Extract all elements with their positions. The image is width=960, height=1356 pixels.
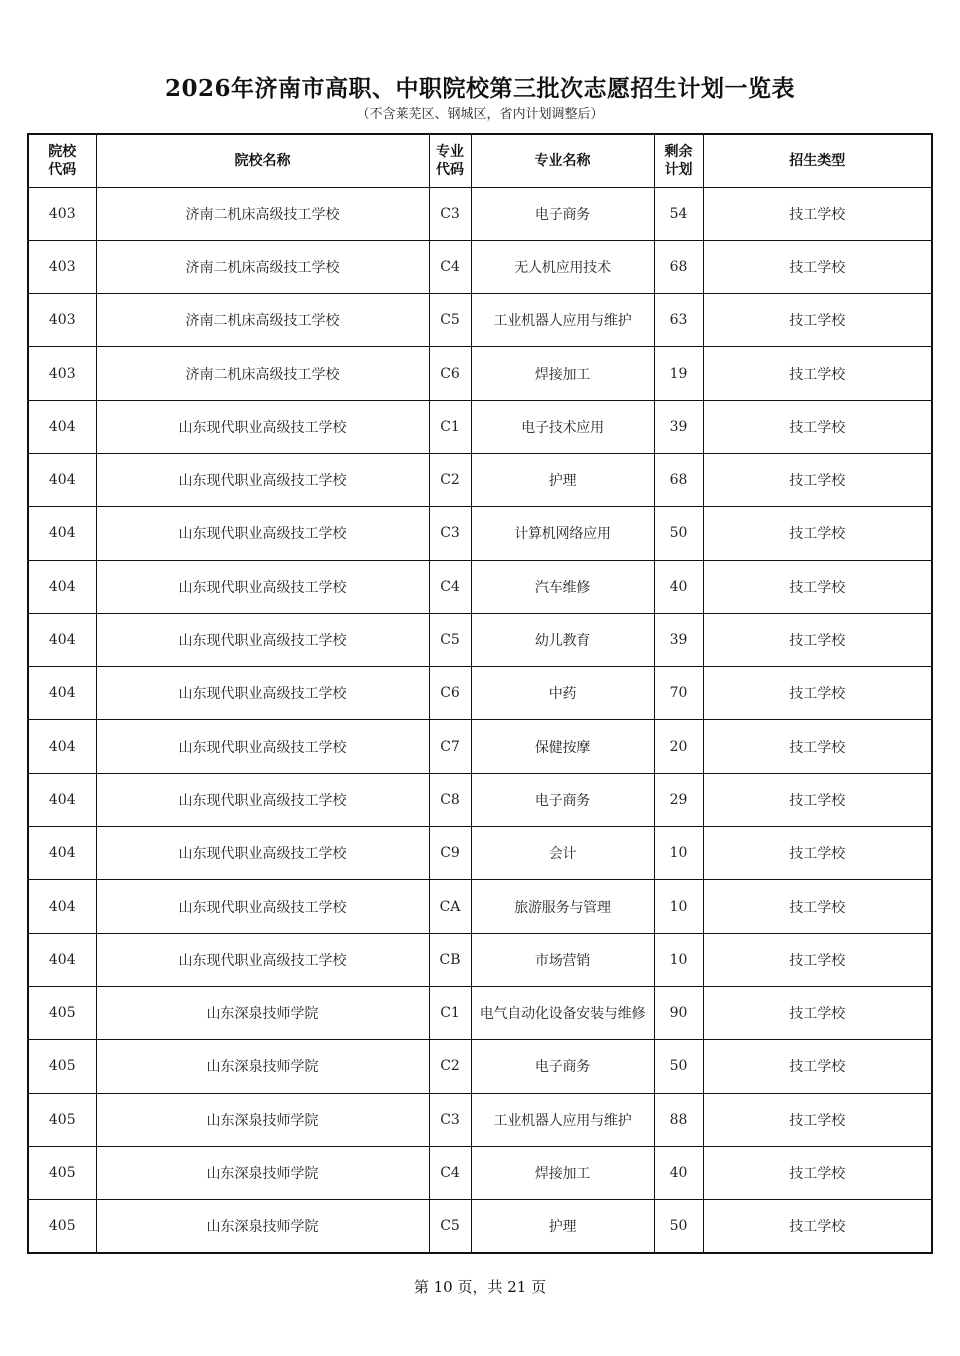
major-name-cell: 汽车维修 (471, 560, 654, 613)
enrollment-type-cell: 技工学校 (703, 933, 932, 986)
enrollment-type-cell: 技工学校 (703, 294, 932, 347)
school-code-cell: 403 (28, 347, 96, 400)
remaining-plan-cell: 39 (654, 613, 703, 666)
major-name-cell: 无人机应用技术 (471, 240, 654, 293)
school-name-cell: 山东现代职业高级技工学校 (96, 560, 429, 613)
enrollment-type-cell: 技工学校 (703, 880, 932, 933)
major-name-cell: 护理 (471, 1200, 654, 1253)
major-code-cell: C4 (429, 240, 471, 293)
enrollment-type-cell: 技工学校 (703, 400, 932, 453)
enrollment-type-cell: 技工学校 (703, 773, 932, 826)
remaining-plan-cell: 68 (654, 240, 703, 293)
enrollment-type-cell: 技工学校 (703, 986, 932, 1039)
table-row (28, 294, 932, 347)
major-name-cell: 计算机网络应用 (471, 507, 654, 560)
major-code-cell: C3 (429, 1093, 471, 1146)
major-name-cell: 工业机器人应用与维护 (471, 294, 654, 347)
enrollment-type-cell: 技工学校 (703, 560, 932, 613)
table-row (28, 560, 932, 613)
major-name-cell: 电气自动化设备安装与维修 (471, 986, 654, 1039)
table-row (28, 720, 932, 773)
remaining-plan-cell: 50 (654, 1200, 703, 1253)
school-name-cell: 山东现代职业高级技工学校 (96, 720, 429, 773)
school-name-cell: 山东现代职业高级技工学校 (96, 507, 429, 560)
table-row (28, 187, 932, 240)
major-code-cell: C2 (429, 1040, 471, 1093)
major-name-cell: 中药 (471, 667, 654, 720)
table-row (28, 827, 932, 880)
enrollment-type-cell: 技工学校 (703, 827, 932, 880)
table-row (28, 1146, 932, 1199)
major-name-cell: 保健按摩 (471, 720, 654, 773)
table-row (28, 240, 932, 293)
table-row (28, 400, 932, 453)
school-name-cell: 山东现代职业高级技工学校 (96, 933, 429, 986)
header-major-code: 专业 代码 (429, 134, 471, 187)
major-code-cell: C2 (429, 453, 471, 506)
major-code-cell: C6 (429, 347, 471, 400)
school-name-cell: 山东深泉技师学院 (96, 1146, 429, 1199)
enrollment-type-cell: 技工学校 (703, 187, 932, 240)
school-name-cell: 山东现代职业高级技工学校 (96, 453, 429, 506)
enrollment-type-cell: 技工学校 (703, 667, 932, 720)
table-row (28, 986, 932, 1039)
school-name-cell: 山东现代职业高级技工学校 (96, 667, 429, 720)
header-school-code: 院校 代码 (28, 134, 96, 187)
school-code-cell: 404 (28, 560, 96, 613)
major-code-cell: C9 (429, 827, 471, 880)
remaining-plan-cell: 50 (654, 507, 703, 560)
school-code-cell: 404 (28, 827, 96, 880)
remaining-plan-cell: 54 (654, 187, 703, 240)
school-code-cell: 404 (28, 613, 96, 666)
table-row (28, 453, 932, 506)
major-code-cell: C4 (429, 1146, 471, 1199)
school-name-cell: 山东深泉技师学院 (96, 986, 429, 1039)
major-name-cell: 工业机器人应用与维护 (471, 1093, 654, 1146)
school-name-cell: 济南二机床高级技工学校 (96, 240, 429, 293)
school-code-cell: 405 (28, 1040, 96, 1093)
school-name-cell: 济南二机床高级技工学校 (96, 294, 429, 347)
header-major-name: 专业名称 (471, 134, 654, 187)
major-name-cell: 会计 (471, 827, 654, 880)
school-name-cell: 济南二机床高级技工学校 (96, 187, 429, 240)
school-code-cell: 405 (28, 1093, 96, 1146)
page-subtitle: （不含莱芜区、钢城区，省内计划调整后） (356, 107, 604, 122)
remaining-plan-cell: 68 (654, 453, 703, 506)
enrollment-type-cell: 技工学校 (703, 720, 932, 773)
remaining-plan-cell: 50 (654, 1040, 703, 1093)
school-name-cell: 山东现代职业高级技工学校 (96, 880, 429, 933)
major-code-cell: C6 (429, 667, 471, 720)
table-row (28, 1093, 932, 1146)
school-code-cell: 404 (28, 720, 96, 773)
school-code-cell: 404 (28, 667, 96, 720)
major-name-cell: 焊接加工 (471, 347, 654, 400)
major-name-cell: 电子商务 (471, 187, 654, 240)
school-name-cell: 山东现代职业高级技工学校 (96, 400, 429, 453)
major-code-cell: CA (429, 880, 471, 933)
major-code-cell: C5 (429, 613, 471, 666)
remaining-plan-cell: 39 (654, 400, 703, 453)
school-code-cell: 404 (28, 933, 96, 986)
remaining-plan-cell: 70 (654, 667, 703, 720)
school-name-cell: 山东现代职业高级技工学校 (96, 773, 429, 826)
table-row (28, 1200, 932, 1253)
remaining-plan-cell: 20 (654, 720, 703, 773)
remaining-plan-cell: 63 (654, 294, 703, 347)
school-code-cell: 404 (28, 400, 96, 453)
table-header-row (28, 134, 932, 187)
remaining-plan-cell: 10 (654, 933, 703, 986)
school-code-cell: 404 (28, 453, 96, 506)
remaining-plan-cell: 40 (654, 1146, 703, 1199)
major-code-cell: C8 (429, 773, 471, 826)
major-name-cell: 电子商务 (471, 773, 654, 826)
table-row (28, 933, 932, 986)
enrollment-type-cell: 技工学校 (703, 347, 932, 400)
remaining-plan-cell: 29 (654, 773, 703, 826)
table-row (28, 880, 932, 933)
school-name-cell: 山东深泉技师学院 (96, 1040, 429, 1093)
major-code-cell: C3 (429, 507, 471, 560)
major-name-cell: 幼儿教育 (471, 613, 654, 666)
table-body (28, 187, 932, 1253)
table-row (28, 613, 932, 666)
remaining-plan-cell: 88 (654, 1093, 703, 1146)
remaining-plan-cell: 19 (654, 347, 703, 400)
major-code-cell: C5 (429, 294, 471, 347)
enrollment-type-cell: 技工学校 (703, 1146, 932, 1199)
school-code-cell: 403 (28, 187, 96, 240)
major-code-cell: CB (429, 933, 471, 986)
major-code-cell: C3 (429, 187, 471, 240)
school-code-cell: 404 (28, 880, 96, 933)
school-code-cell: 405 (28, 986, 96, 1039)
major-code-cell: C1 (429, 400, 471, 453)
school-code-cell: 403 (28, 240, 96, 293)
remaining-plan-cell: 90 (654, 986, 703, 1039)
major-name-cell: 电子商务 (471, 1040, 654, 1093)
school-name-cell: 山东现代职业高级技工学校 (96, 613, 429, 666)
major-name-cell: 焊接加工 (471, 1146, 654, 1199)
major-name-cell: 旅游服务与管理 (471, 880, 654, 933)
enrollment-type-cell: 技工学校 (703, 240, 932, 293)
page-title: 2026年济南市高职、中职院校第三批次志愿招生计划一览表 (164, 75, 795, 102)
school-name-cell: 山东深泉技师学院 (96, 1093, 429, 1146)
table-row (28, 667, 932, 720)
header-remaining-plan: 剩余 计划 (654, 134, 703, 187)
remaining-plan-cell: 40 (654, 560, 703, 613)
major-name-cell: 电子技术应用 (471, 400, 654, 453)
page-number: 第 10 页，共 21 页 (413, 1278, 547, 1296)
remaining-plan-cell: 10 (654, 880, 703, 933)
enrollment-type-cell: 技工学校 (703, 613, 932, 666)
major-code-cell: C4 (429, 560, 471, 613)
enrollment-type-cell: 技工学校 (703, 507, 932, 560)
school-code-cell: 403 (28, 294, 96, 347)
enrollment-type-cell: 技工学校 (703, 453, 932, 506)
school-name-cell: 济南二机床高级技工学校 (96, 347, 429, 400)
school-code-cell: 405 (28, 1146, 96, 1199)
major-code-cell: C1 (429, 986, 471, 1039)
school-code-cell: 405 (28, 1200, 96, 1253)
major-name-cell: 护理 (471, 453, 654, 506)
remaining-plan-cell: 10 (654, 827, 703, 880)
enrollment-plan-table (27, 133, 933, 1254)
school-code-cell: 404 (28, 773, 96, 826)
enrollment-type-cell: 技工学校 (703, 1093, 932, 1146)
major-name-cell: 市场营销 (471, 933, 654, 986)
table-row (28, 773, 932, 826)
enrollment-type-cell: 技工学校 (703, 1200, 932, 1253)
table-row (28, 347, 932, 400)
header-school-name: 院校名称 (96, 134, 429, 187)
enrollment-type-cell: 技工学校 (703, 1040, 932, 1093)
table-row (28, 1040, 932, 1093)
major-code-cell: C7 (429, 720, 471, 773)
header-enrollment-type: 招生类型 (703, 134, 932, 187)
major-code-cell: C5 (429, 1200, 471, 1253)
school-name-cell: 山东现代职业高级技工学校 (96, 827, 429, 880)
table-row (28, 507, 932, 560)
school-name-cell: 山东深泉技师学院 (96, 1200, 429, 1253)
school-code-cell: 404 (28, 507, 96, 560)
